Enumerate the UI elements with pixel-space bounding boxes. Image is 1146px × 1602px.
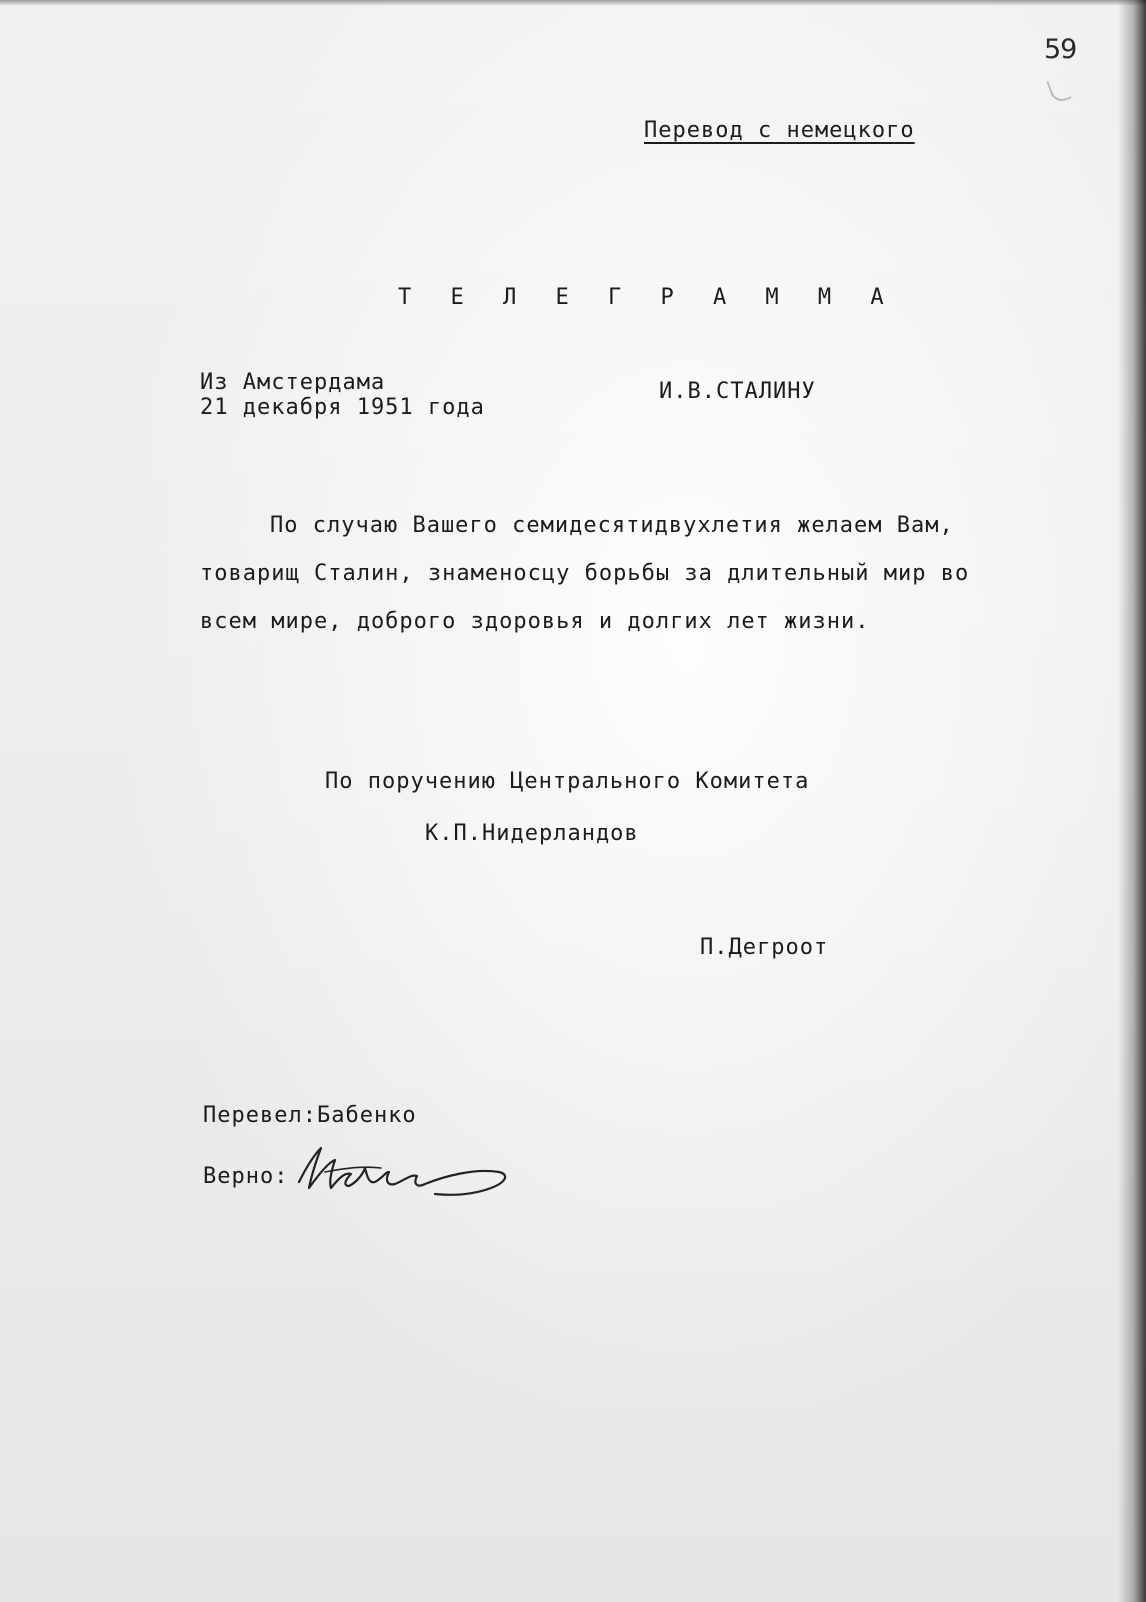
- scan-top-edge: [0, 0, 1146, 6]
- signer-name: П.Дегроот: [700, 935, 829, 960]
- document-title: Т Е Л Е Г Р А М М А: [398, 285, 897, 310]
- page-number: 59: [1044, 34, 1077, 65]
- scan-right-edge: [1118, 0, 1146, 1602]
- translator-line: Перевел:Бабенко: [203, 1103, 417, 1128]
- body-line-2: товарищ Сталин, знаменосцу борьбы за длительный мир во: [200, 561, 970, 586]
- addressee: И.В.СТАЛИНУ: [659, 379, 816, 404]
- origin-date: 21 декабря 1951 года: [200, 395, 485, 420]
- handwritten-signature: [285, 1138, 525, 1208]
- translation-note: Перевод с немецкого: [644, 118, 915, 143]
- body-line-3: всем мире, доброго здоровья и долгих лет жизни.: [200, 609, 870, 634]
- organization-name: К.П.Нидерландов: [425, 821, 639, 846]
- on-behalf-line: По поручению Центрального Комитета: [325, 769, 810, 794]
- check-mark: [1046, 76, 1071, 105]
- verified-label: Верно:: [203, 1164, 289, 1189]
- body-line-1: По случаю Вашего семидесятидвухлетия желаем Вам,: [270, 513, 954, 538]
- origin-city: Из Амстердама: [200, 370, 386, 395]
